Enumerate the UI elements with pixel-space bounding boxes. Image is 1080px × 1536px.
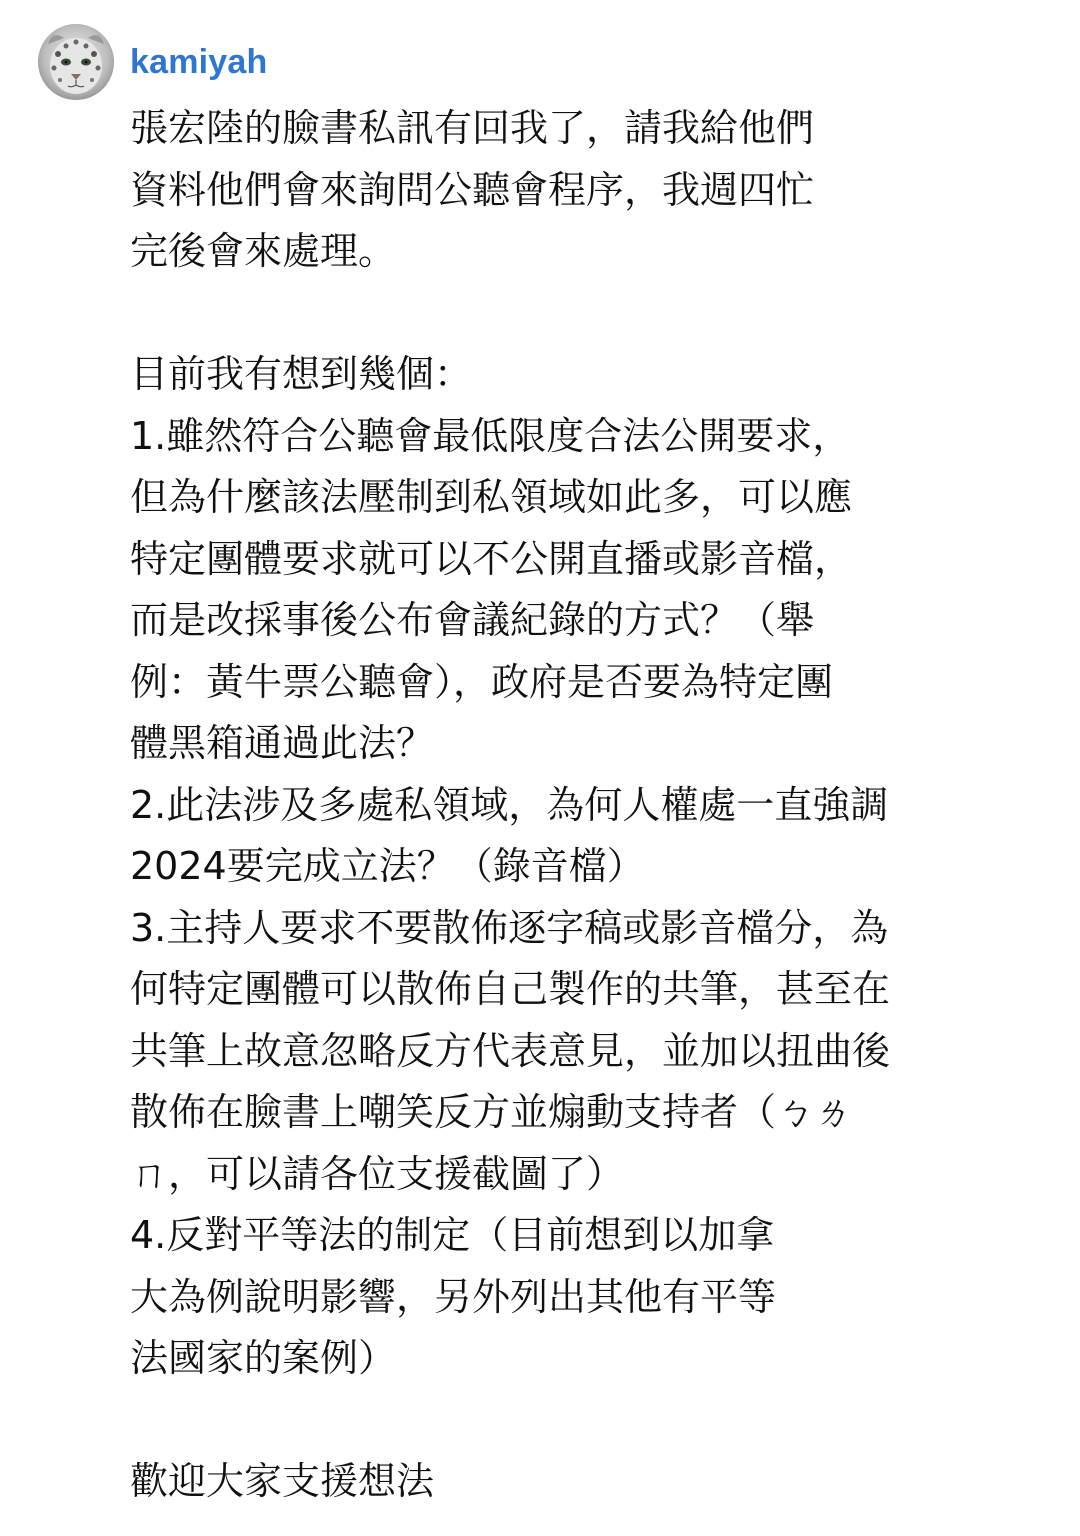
post-line-blank	[130, 283, 1050, 345]
post-line: 散佈在臉書上嘲笑反方並煽動支持者（ㄅㄌ	[130, 1090, 853, 1134]
post-line: 完後會來處理。	[130, 229, 397, 273]
post-line: 法國家的案例）	[130, 1336, 397, 1380]
post-line: 目前我有想到幾個：	[130, 352, 473, 396]
post-line: 1.雖然符合公聽會最低限度合法公開要求，	[130, 413, 851, 458]
post-line: 2024要完成立法？（錄音檔）	[130, 844, 645, 888]
post-line-blank	[130, 1390, 1050, 1452]
post-line: 3.主持人要求不要散佈逐字稿或影音檔分，為	[130, 905, 889, 950]
avatar[interactable]	[38, 24, 114, 100]
post-line: 歡迎大家支援想法	[130, 1459, 435, 1503]
post-body-text	[130, 98, 1050, 1513]
post-line: 張宏陸的臉書私訊有回我了，請我給他們	[130, 106, 815, 150]
post-header	[38, 22, 267, 102]
post-line: 何特定團體可以散佈自己製作的共筆，甚至在	[130, 967, 891, 1011]
username-link[interactable]: kamiyah	[130, 42, 268, 81]
post-line: 資料他們會來詢問公聽會程序，我週四忙	[130, 167, 815, 212]
post-line: ㄇ，可以請各位支援截圖了）	[130, 1151, 625, 1196]
post-line: 2.此法涉及多處私領域，為何人權處一直強調	[130, 782, 889, 827]
post-line: 大為例說明影響，另外列出其他有平等	[130, 1274, 777, 1319]
post-line: 體黑箱通過此法？	[130, 721, 435, 765]
post-line: 但為什麼該法壓制到私領域如此多，可以應	[130, 475, 853, 519]
snow-leopard-avatar-icon	[38, 24, 114, 100]
post-line: 特定團體要求就可以不公開直播或影音檔，	[130, 536, 853, 581]
post-line: 4.反對平等法的制定（目前想到以加拿	[130, 1213, 775, 1257]
post-line: 共筆上故意忽略反方代表意見，並加以扭曲後	[130, 1028, 891, 1073]
post-line: 而是改採事後公布會議紀錄的方式？（舉	[130, 598, 815, 642]
post-line: 例：黃牛票公聽會），政府是否要為特定團	[130, 659, 834, 704]
